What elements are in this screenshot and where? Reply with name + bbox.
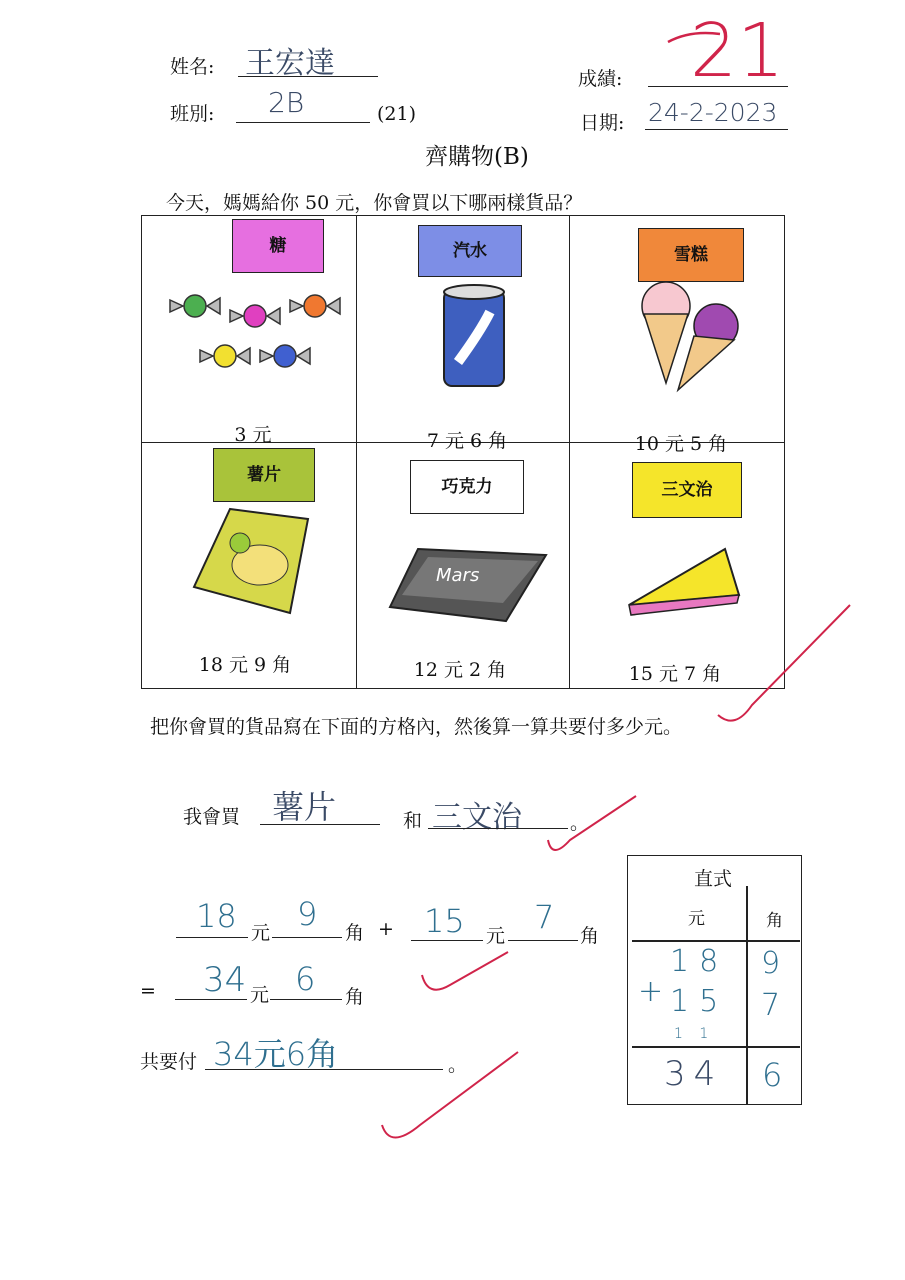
score-label: 成績: [578,68,623,90]
eq-line-b-yuan [411,940,483,941]
vertical-divider [746,886,748,1104]
vertical-col-jiao: 角 [766,911,783,931]
buy-line-1 [260,824,380,825]
eq-jiao-2: 角 [580,925,600,947]
tag-chocolate-label: 巧克力 [441,477,493,497]
vertical-form-box [627,855,802,1105]
total-end: 。 [448,1054,468,1076]
name-label: 姓名: [170,56,215,78]
vertical-sum-rule [632,1046,800,1048]
buy-prefix: 我會買 [183,806,241,828]
instruction-text: 把你會買的貨品寫在下面的方格內，然後算一算共要付多少元。 [150,716,683,738]
question-text: 今天，媽媽給你 50 元，你會買以下哪兩樣貨品？ [166,192,583,214]
price-chocolate: 12 元 2 角 [413,659,507,681]
vertical-row1-jiao: 9 [761,946,781,981]
tag-sandwich-label: 三文治 [661,480,713,500]
price-candy: 3 元 [234,424,272,446]
total-value: 34元6角 [213,1035,339,1073]
score-flourish [660,20,760,60]
tag-candy [232,219,324,273]
price-chips: 18 元 9 角 [198,654,292,676]
eq-b-yuan: 15 [424,902,465,940]
eq-plus: + [378,918,394,940]
eq-yuan-3: 元 [250,984,270,1006]
buy-line-2 [428,828,568,829]
eq-b-jiao: 7 [534,898,555,936]
buy-item-2: 三文治 [432,800,522,835]
tag-candy-label: 糖 [269,236,287,256]
chips-bag-icon [190,505,315,615]
class-line [236,122,370,123]
eq-r-yuan: 34 [203,960,247,1000]
name-line [238,76,378,77]
candy-icon [165,280,355,390]
eq-line-r-jiao [270,999,342,1000]
total-label: 共要付 [140,1051,198,1073]
class-value: 2B [268,86,305,119]
vertical-result-jiao: 6 [762,1056,783,1094]
vertical-row1-yuan: 18 [670,944,729,979]
vertical-row2-yuan: 15 [670,984,729,1019]
eq-equals: = [140,980,156,1002]
tag-soda-label: 汽水 [453,241,487,261]
eq-yuan-1: 元 [251,922,271,944]
tag-soda [418,225,522,277]
buy-end: 。 [570,812,590,834]
eq-yuan-2: 元 [486,925,506,947]
worksheet-title: 齊購物(B) [425,144,529,170]
class-number: (21) [377,103,417,125]
tag-chips [213,448,315,502]
eq-a-jiao: 9 [297,895,318,933]
vertical-title: 直式 [694,868,733,890]
date-label: 日期: [580,112,625,134]
eq-a-yuan: 18 [196,897,237,935]
eq-jiao-1: 角 [345,922,365,944]
tag-icecream [638,228,744,282]
eq-line-r-yuan [175,999,247,1000]
eq-line-a-yuan [176,937,248,938]
svg-text:Mars: Mars [436,565,480,586]
vertical-header-rule [632,940,800,942]
vertical-row2-jiao: 7 [761,988,781,1023]
vertical-col-yuan: 元 [688,909,705,929]
ice-cream-icon [628,278,748,396]
eq-line-b-jiao [508,940,578,941]
price-sandwich: 15 元 7 角 [628,663,722,685]
date-value: 24-2-2023 [648,98,778,127]
tag-icecream-label: 雪糕 [674,245,708,265]
price-icecream: 10 元 5 角 [634,433,728,455]
total-line [205,1069,443,1070]
chocolate-bar-icon [388,545,548,625]
tag-chips-label: 薯片 [247,465,281,485]
vertical-plus: + [638,974,664,1009]
class-label: 班別: [170,103,215,125]
score-value: 21 [690,8,785,94]
date-line [645,129,788,130]
buy-joiner: 和 [403,810,423,832]
tag-chocolate [410,460,524,514]
tag-sandwich [632,462,742,518]
soda-can-icon [440,282,510,392]
sandwich-icon [625,543,743,623]
eq-r-jiao: 6 [295,960,316,998]
vertical-result-yuan: 34 [664,1054,724,1094]
eq-jiao-3: 角 [345,986,365,1008]
buy-item-1: 薯片 [272,788,337,826]
vertical-carry: 1 1 [674,1026,715,1042]
price-soda: 7 元 6 角 [426,430,508,452]
name-value: 王宏達 [245,46,335,81]
eq-line-a-jiao [272,937,342,938]
